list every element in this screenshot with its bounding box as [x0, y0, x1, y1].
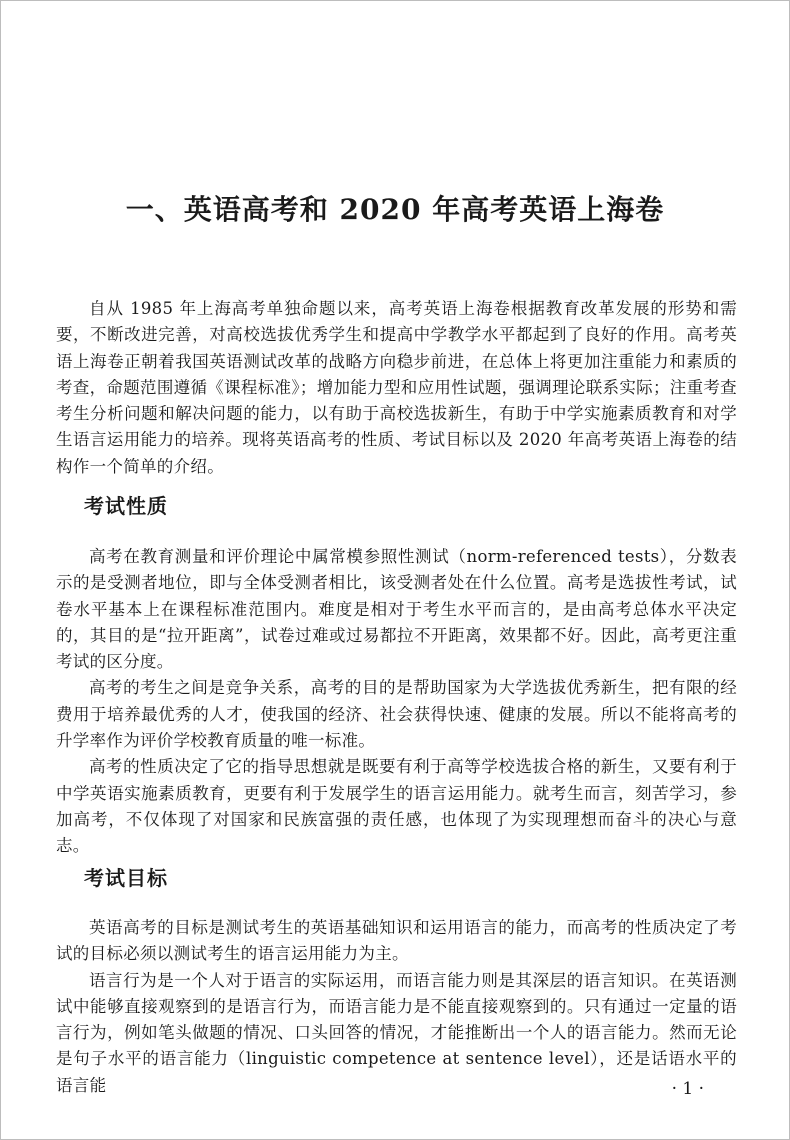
exam-objectives-section: [56, 915, 737, 1099]
chapter-title: 一、英语高考和 2020 年高考英语上海卷: [125, 193, 665, 226]
body-paragraph: 高考的考生之间是竞争关系，高考的目的是帮助国家为大学选拔优秀新生，把有限的经费用于培养最优秀的人才，使我国的经济、社会获得快速、健康的发展。所以不能将高考的升学率作为评价学校教育质量的唯一标准。: [56, 678, 737, 751]
exam-nature-section: [56, 544, 737, 860]
page-number: · 1 ·: [671, 1079, 704, 1099]
body-paragraph: 英语高考的目标是测试考生的英语基础知识和运用语言的能力，而高考的性质决定了考试的目标必须以测试考生的语言运用能力为主。: [56, 918, 737, 964]
body-paragraph: 语言行为是一个人对于语言的实际运用，而语言能力则是其深层的语言知识。在英语测试中能够直接观察到的是语言行为，而语言能力是不能直接观察到的。只有通过一定量的语言行为，例如笔头做题的情况、口头回答的情况，才能推断出一个人的语言能力。然而无论是句子水平的语言能力（linguistic competence at sentence level），还是话语水平的语言能: [56, 970, 737, 1095]
section-heading-exam-nature: 考试性质: [84, 494, 168, 518]
intro-paragraph: 自从 1985 年上海高考单独命题以来，高考英语上海卷根据教育改革发展的形势和需要，不断改进完善，对高校选拔优秀学生和提高中学教学水平都起到了良好的作用。高考英语上海卷正朝着我国英语测试改革的战略方向稳步前进，在总体上将更加注重能力和素质的考查，命题范围遵循《课程标准》；增加能力型和应用性试题，强调理论联系实际；注重考查考生分析问题和解决问题的能力，以有助于高校选拔新生，有助于中学实施素质教育和对学生语言运用能力的培养。现将英语高考的性质、考试目标以及 2020 年高考英语上海卷的结构作一个简单的介绍。: [56, 299, 737, 476]
body-paragraph: 高考的性质决定了它的指导思想就是既要有利于高等学校选拔合格的新生，又要有利于中学英语实施素质教育，更要有利于发展学生的语言运用能力。就考生而言，刻苦学习，参加高考，不仅体现了对国家和民族富强的责任感，也体现了为实现理想而奋斗的决心与意志。: [56, 757, 737, 856]
section-heading-exam-objectives: 考试目标: [84, 866, 168, 890]
body-paragraph: 高考在教育测量和评价理论中属常模参照性测试（norm-referenced tests），分数表示的是受测者地位，即与全体受测者相比，该受测者处在什么位置。高考是选拔性考试，试卷水平基本上在课程标准范围内。难度是相对于考生水平而言的，是由高考总体水平决定的，其目的是“拉开距离”，试卷过难或过易都拉不开距离，效果都不好。因此，高考更注重考试的区分度。: [56, 547, 737, 672]
intro-section: [56, 296, 737, 480]
